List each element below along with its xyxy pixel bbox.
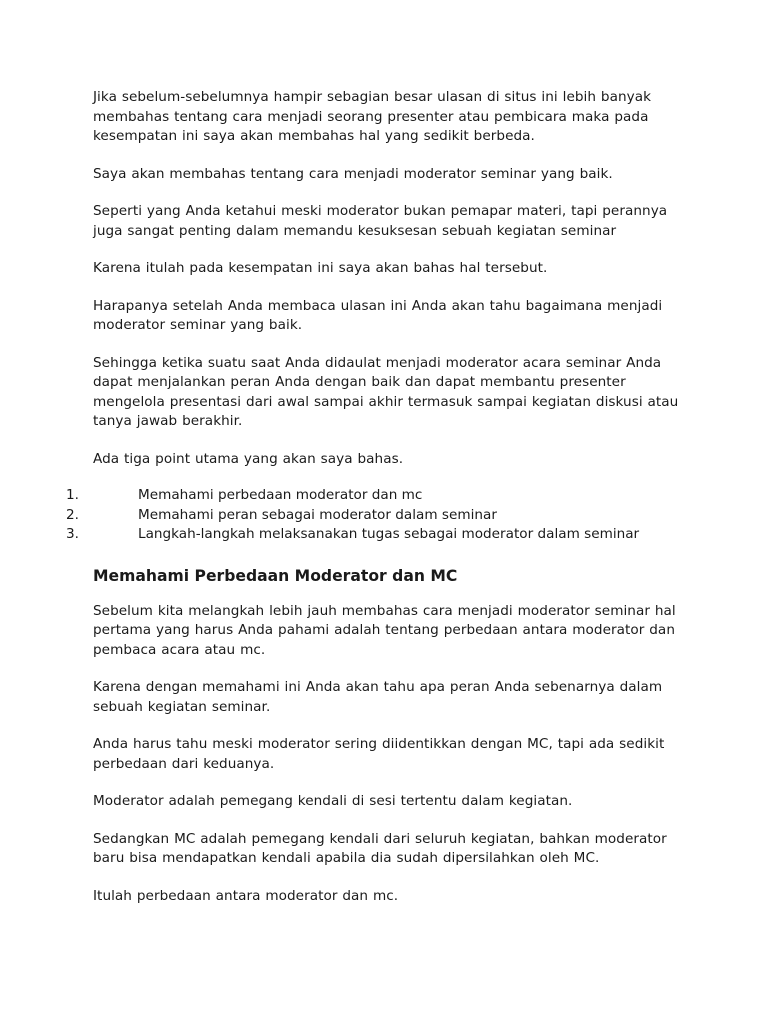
list-item [66, 506, 683, 526]
list-item-text: Memahami perbedaan moderator dan mc [138, 487, 423, 503]
intro-paragraph-7: Ada tiga point utama yang akan saya bahas. [93, 450, 404, 467]
intro-paragraph-6: Sehingga ketika suatu saat Anda didaulat menjadi moderator acara seminar Anda dapat menjalankan peran Anda dengan baik dan dapat membantu presenter mengelola presentasi dari awal sampai akhir termasuk sampai kegiatan diskusi atau tanya jawab berakhir. [93, 354, 679, 429]
document-body [66, 88, 683, 924]
intro-paragraph-2: Saya akan membahas tentang cara menjadi moderator seminar yang baik. [93, 165, 613, 182]
intro-paragraph-3: Seperti yang Anda ketahui meski moderator bukan pemapar materi, tapi perannya juga sangat penting dalam memandu kesuksesan sebuah kegiatan seminar [93, 203, 668, 239]
section-paragraph-1: Sebelum kita melangkah lebih jauh membahas cara menjadi moderator seminar hal pertama yang harus Anda pahami adalah tentang perbedaan antara moderator dan pembaca acara atau mc. [93, 602, 676, 658]
section-heading: Memahami Perbedaan Moderator dan MC [93, 566, 458, 585]
list-item-number: 3. [66, 526, 79, 542]
section-paragraph-3: Anda harus tahu meski moderator sering diidentikkan dengan MC, tapi ada sedikit perbedaan dari keduanya. [93, 736, 665, 772]
list-item-number: 1. [66, 487, 79, 503]
section-paragraph-4: Moderator adalah pemegang kendali di sesi tertentu dalam kegiatan. [93, 793, 573, 809]
list-item-text: Langkah-langkah melaksanakan tugas sebagai moderator dalam seminar [138, 526, 640, 542]
numbered-list [66, 486, 683, 545]
section-paragraph-5: Sedangkan MC adalah pemegang kendali dari seluruh kegiatan, bahkan moderator baru bisa mendapatkan kendali apabila dia sudah dipersilahkan oleh MC. [93, 830, 667, 866]
intro-paragraph-5: Harapanya setelah Anda membaca ulasan ini Anda akan tahu bagaimana menjadi moderator seminar yang baik. [93, 297, 663, 333]
intro-paragraph-1: Jika sebelum-sebelumnya hampir sebagian besar ulasan di situs ini lebih banyak membahas tentang cara menjadi seorang presenter atau pembicara maka pada kesempatan ini saya akan membahas hal yang sedikit berbeda. [93, 89, 652, 144]
section-paragraph-2: Karena dengan memahami ini Anda akan tahu apa peran Anda sebenarnya dalam sebuah kegiatan seminar. [93, 679, 663, 715]
intro-paragraph-4: Karena itulah pada kesempatan ini saya akan bahas hal tersebut. [93, 260, 548, 276]
list-item [66, 525, 683, 545]
list-item [66, 486, 683, 506]
list-item-text: Memahami peran sebagai moderator dalam seminar [138, 506, 497, 523]
list-item-number: 2. [66, 506, 79, 523]
section-paragraph-6: Itulah perbedaan antara moderator dan mc. [93, 887, 399, 904]
